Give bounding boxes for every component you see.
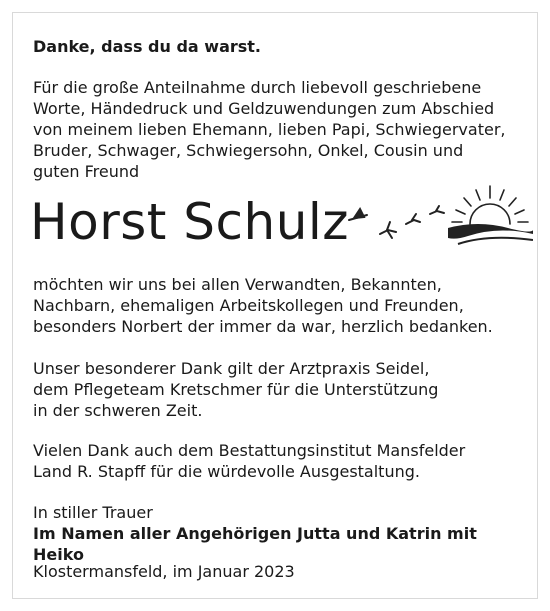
deceased-name: Horst Schulz: [30, 193, 350, 251]
text-line: Bruder, Schwager, Schwiegersohn, Onkel, Cousin und: [33, 141, 464, 160]
text-line: Für die große Anteilnahme durch liebevoll geschriebene: [33, 78, 482, 97]
text-line: Worte, Händedruck und Geldzuwendungen zum Abschied: [33, 99, 495, 118]
mourning-line: In stiller Trauer: [33, 503, 153, 522]
text-line: besonders Norbert der immer da war, herzlich bedanken.: [33, 317, 493, 336]
funeral-thanks-paragraph: [33, 440, 530, 482]
place-date: Klostermansfeld, im Januar 2023: [33, 562, 295, 581]
signatories: Im Namen aller Angehörigen Jutta und Katrin mit Heiko: [33, 524, 477, 564]
thanks-paragraph: [33, 274, 530, 337]
text-line: guten Freund: [33, 162, 140, 181]
text-line: von meinem lieben Ehemann, lieben Papi, Schwiegervater,: [33, 120, 506, 139]
sunset-icon: [448, 182, 533, 252]
special-thanks-paragraph: [33, 358, 530, 421]
thank-you-heading: Danke, dass du da warst.: [33, 37, 261, 56]
text-line: Land R. Stapff für die würdevolle Ausgestaltung.: [33, 462, 420, 481]
text-line: in der schweren Zeit.: [33, 401, 203, 420]
text-line: möchten wir uns bei allen Verwandten, Bekannten,: [33, 275, 442, 294]
text-line: Nachbarn, ehemaligen Arbeitskollegen und Freunden,: [33, 296, 464, 315]
text-line: Unser besonderer Dank gilt der Arztpraxis Seidel,: [33, 359, 430, 378]
intro-paragraph: [33, 77, 530, 182]
text-line: Vielen Dank auch dem Bestattungsinstitut Mansfelder: [33, 441, 466, 460]
flying-birds-icon: [340, 200, 450, 250]
text-line: dem Pflegeteam Kretschmer für die Unterstützung: [33, 380, 439, 399]
